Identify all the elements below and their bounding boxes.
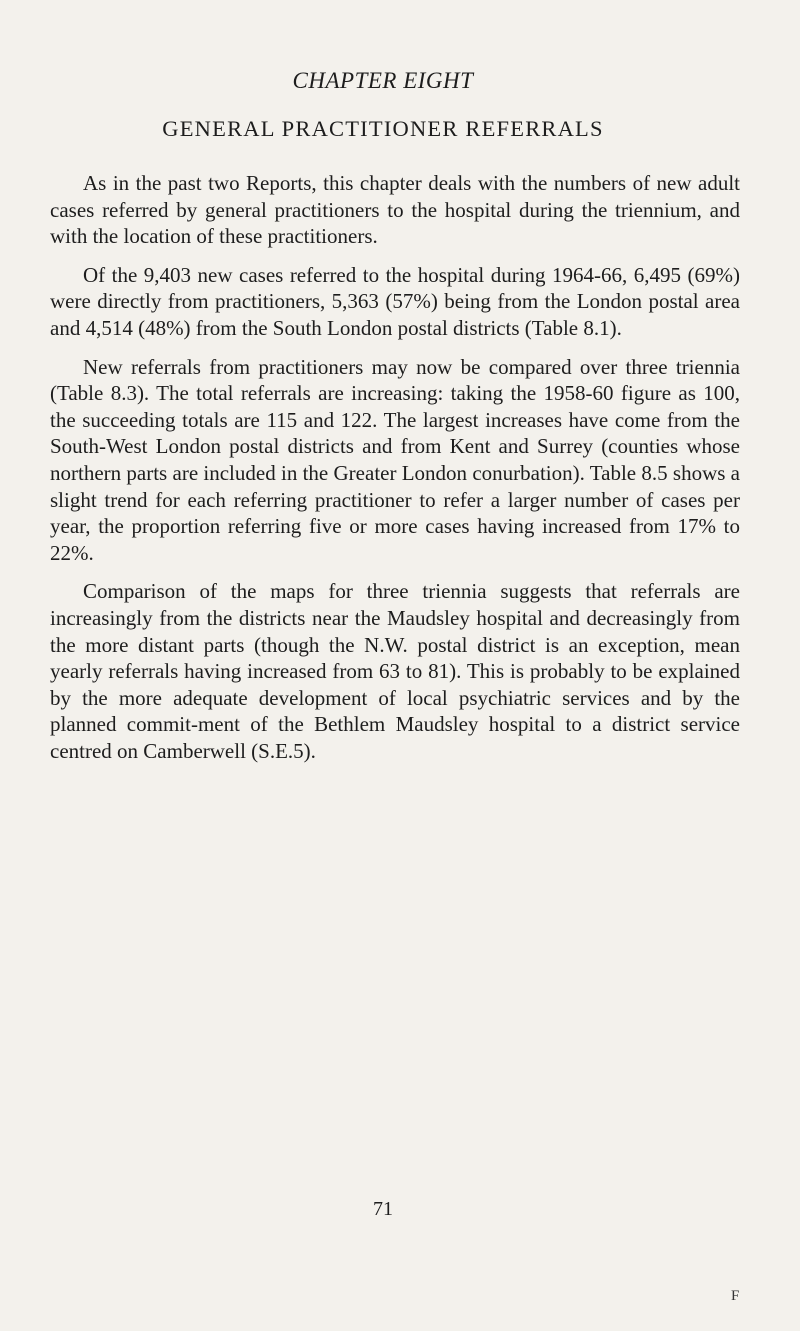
paragraph: Of the 9,403 new cases referred to the hospital during 1964-66, 6,495 (69%) were directly from practitioners, 5,363 (57%) being from the London postal area and 4,514 (48%) from the South London postal districts (Table 8.1). [50,262,740,340]
paragraph: Comparison of the maps for three triennia suggests that referrals are increasingly from the districts near the Maudsley hospital and decreasingly from the more distant parts (though the N.W. postal district is an exception, mean yearly referrals having increased from 63 to 81). This is probably to be explained by the more adequate development of local psychiatric services and by the planned commit-ment of the Bethlem Maudsley hospital to a district service centred on Camberwell (S.E.5). [50,579,740,763]
paragraph: New referrals from practitioners may now be compared over three triennia (Table 8.3). The total referrals are increasing: taking the 1958-60 figure as 100, the succeeding totals are 115 and 122. The largest increases have come from the South-West London postal districts and from Kent and Surrey (counties whose northern parts are included in the Greater London conurbation). Table 8.5 shows a slight trend for each referring practitioner to refer a larger number of cases per year, the proportion referring five or more cases having increased from 17% to 22%. [50,354,740,565]
chapter-title: GENERAL PRACTITIONER REFERRALS [162,116,604,141]
page-number: 71 [373,1198,393,1220]
signature-mark: F [731,1288,740,1304]
paragraph: As in the past two Reports, this chapter deals with the numbers of new adult cases referred by general practitioners to the hospital during the triennium, and with the location of these practitioners. [50,171,740,249]
body-text [50,170,740,776]
chapter-label: CHAPTER EIGHT [292,68,474,93]
